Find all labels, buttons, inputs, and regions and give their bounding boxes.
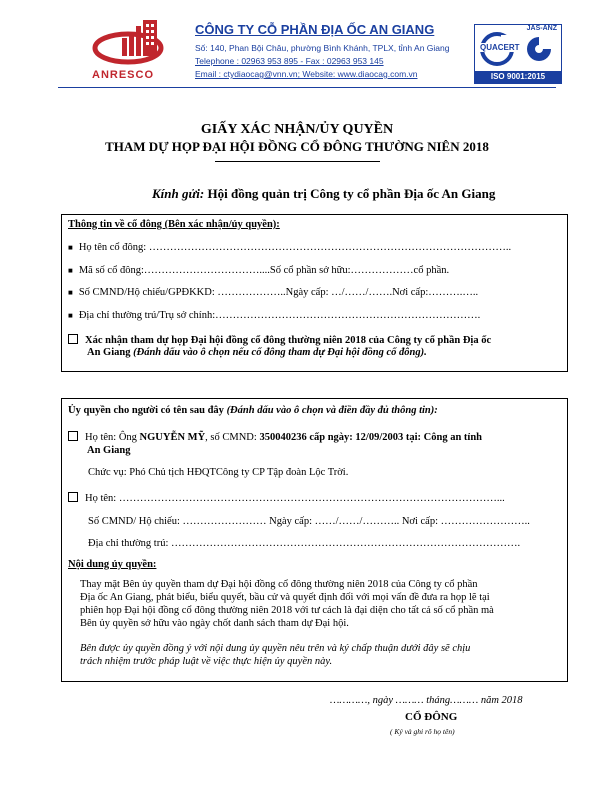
proxy1-place: An Giang [87,445,131,456]
company-name: CÔNG TY CỖ PHẦN ĐỊA ỐC AN GIANG [195,22,435,37]
recipient-value: Hội đồng quản trị Công ty cổ phần Địa ốc An Giang [207,186,496,201]
field-address [68,310,480,321]
confirm-attendance [68,334,491,346]
field-id-number-text[interactable]: Số CMND/Hộ chiếu/GPĐKKD: ………………..Ngày cấp: …/……/…….Nơi cấp:……….….. [78,287,479,298]
bullet-icon: ■ [68,311,73,320]
certification-badge [474,24,562,84]
content-paragraph [80,578,494,630]
bullet-icon: ■ [68,243,73,252]
proxy1-line [68,431,482,443]
building-icon [92,18,182,66]
proxy1-pre: Họ tên: Ông [85,432,137,443]
proxy-heading [68,405,438,416]
logo-text: ANRESCO [92,69,155,81]
company-email: Email : ctydiaocag@vnn.vn; Website: www.diaocag.com.vn [195,69,418,79]
recipient-label: Kính gửi: [152,186,205,201]
field-fullname-text[interactable]: Họ tên cổ đông: ………………………………………………………………………………………….. [78,242,512,253]
content-line: Thay mặt Bên ủy quyền tham dự Đại hội đồng cổ đông thường niên 2018 của Công ty cổ phần [80,579,478,590]
content-line: Địa ốc An Giang, phát biểu, biểu quyết, bầu cử và quyết định đối với mọi vấn đề đưa ra họp lẽ tại [80,592,490,603]
content-line: Bên ủy quyền sở hữu vào ngày chốt danh sách tham dự Đại hội. [80,618,349,629]
field-shareholder-code-text[interactable]: Mã số cổ đông:……………………………....Số cổ phần sở hữu:………………cổ phần. [78,265,450,276]
signature-note: ( Ký và ghi rõ họ tên) [390,727,455,736]
shareholder-info-heading: Thông tin về cổ đông (Bên xác nhận/ủy quyền): [68,219,280,230]
field-fullname [68,242,511,253]
bullet-icon: ■ [68,288,73,297]
jas-anz-label: JAS-ANZ [526,25,557,32]
document-subtitle: THAM DỰ HỌP ĐẠI HỘI ĐỒNG CỔ ĐÔNG THƯỜNG NIÊN 2018 [105,139,489,154]
company-logo [92,18,182,81]
company-phone: Telephone : 02963 953 895 - Fax : 02963 953 145 [195,56,384,66]
proxy1-checkbox[interactable] [68,431,78,441]
proxy1-id: 350040236 cấp ngày: 12/09/2003 tại: Công an tỉnh [259,432,482,443]
jas-anz-icon [523,34,555,64]
confirm-attendance-checkbox[interactable] [68,334,78,344]
bullet-icon: ■ [68,266,73,275]
commitment-paragraph [80,642,470,668]
confirm-attendance-line2 [87,347,427,358]
signature-date: …………, ngày ……… tháng……… năm 2018 [330,695,523,706]
confirm-note: (Đánh dấu vào ô chọn nếu cổ đông tham dự Đại hội đồng cổ đông). [133,347,427,358]
quacert-label: QUACERT [480,43,520,52]
field-shareholder-code [68,265,449,276]
field-address-text[interactable]: Địa chỉ thường trú/Trụ sở chính:…………………………………………………………………. [78,310,481,321]
proxy1-name: NGUYỄN MỸ [139,432,206,443]
header-divider [58,87,556,88]
proxy1-mid: , số CMND: [205,432,257,443]
content-heading: Nội dung ủy quyền: [68,559,157,570]
signer-title: CỔ ĐÔNG [405,711,458,723]
title-underline [215,161,380,162]
field-id-number [68,287,478,298]
document-title: GIẤY XÁC NHẬN/ỦY QUYỀN [200,122,394,137]
proxy1-position: Chức vụ: Phó Chủ tịch HĐQTCông ty CP Tập đoàn Lộc Trời. [88,467,349,478]
content-line: phiên họp Đại hội đồng cổ đông thường niên 2018 với tư cách là đại diện cho tất cả số cổ phần mà [80,605,494,616]
commitment-line: Bên được ủy quyền đồng ý với nội dung ủy quyền nêu trên và ký chấp thuận dưới đây sẽ chịu [80,643,471,654]
proxy2-id-field[interactable]: Số CMND/ Hộ chiếu: …………………… Ngày cấp: ……/……/……….. Nơi cấp: …………………….. [88,516,530,527]
proxy2-name-field[interactable]: Họ tên: ………………………………………………………………………………………………... [85,493,505,504]
proxy2-line [68,492,505,504]
proxy2-address-field[interactable]: Địa chỉ thường trú: ………………………………………………………………………………………. [88,538,521,549]
confirm-text-2: An Giang [87,347,131,358]
recipient-line [152,186,495,202]
iso-label: ISO 9001:2015 [475,71,561,83]
proxy-heading-note: (Đánh dấu vào ô chọn và điền đầy đủ thông tin): [226,405,438,416]
proxy2-checkbox[interactable] [68,492,78,502]
proxy-heading-text: Ủy quyền cho người có tên sau đây [68,405,224,416]
commitment-line: trách nhiệm trước pháp luật về việc thực hiện ủy quyền này. [80,656,333,667]
confirm-text: Xác nhận tham dự họp Đại hội đồng cổ đông thường niên 2018 của Công ty cổ phần Địa ốc [85,335,492,346]
company-address: Số: 140, Phan Bội Châu, phường Bình Khánh, TPLX, tỉnh An Giang [195,43,450,53]
